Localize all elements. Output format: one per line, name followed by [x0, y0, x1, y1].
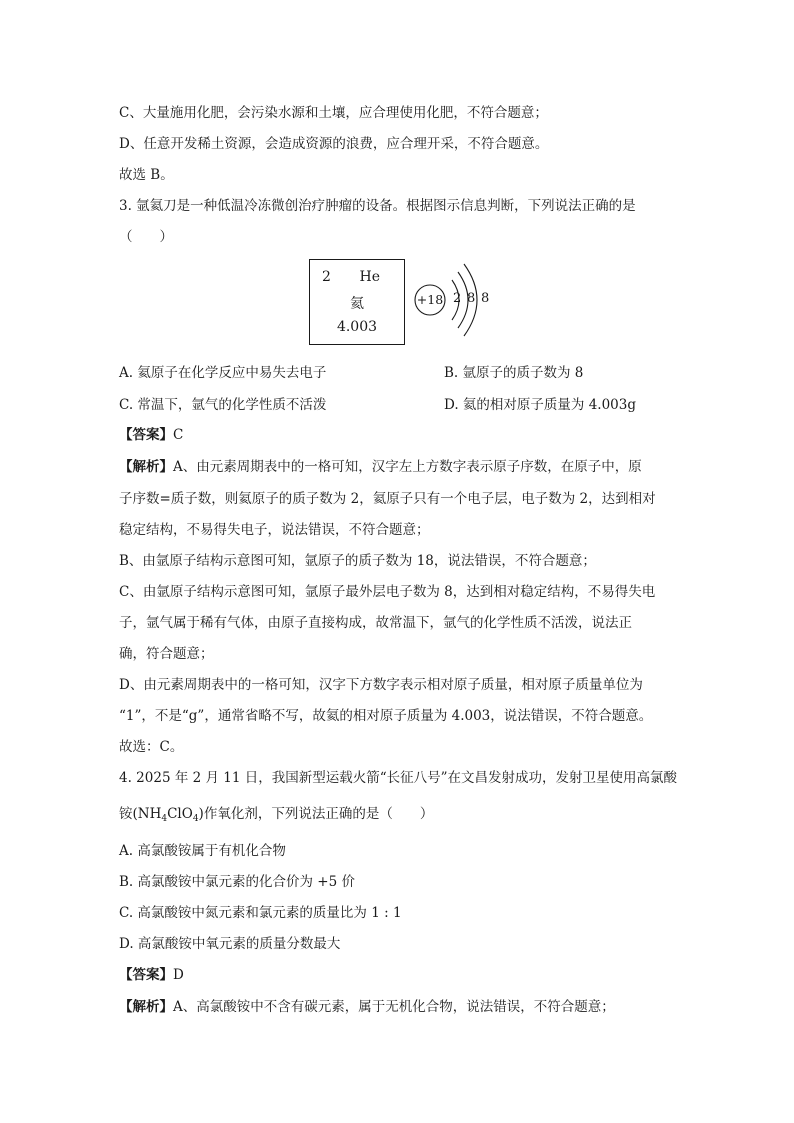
answer-value: D	[173, 967, 184, 983]
analysis-line	[119, 998, 615, 1016]
analysis-text: A、高氯酸铵中不含有碳元素，属于无机化合物，说法错误，不符合题意；	[173, 999, 615, 1015]
periodic-table-cell	[309, 259, 405, 345]
analysis-line: B、由氩原子结构示意图可知，氩原子的质子数为 18，说法错误，不符合题意；	[119, 553, 596, 569]
atomic-number: 2	[322, 269, 331, 285]
formula-part: (NH	[132, 806, 162, 822]
question-3-paren: （ ）	[119, 229, 173, 245]
option-d: D. 氦的相对原子质量为 4.003g	[444, 397, 637, 413]
nucleus-charge: +18	[416, 292, 444, 307]
answer-line	[119, 966, 184, 984]
option-c: C. 高氯酸铵中氮元素和氯元素的质量比为 1 : 1	[119, 905, 402, 921]
question-3-stem: 3. 氩氦刀是一种低温冷冻微创治疗肿瘤的设备。根据图示信息判断，下列说法正确的是	[119, 198, 636, 214]
option-a: A. 高氯酸铵属于有机化合物	[119, 843, 286, 859]
atomic-mass: 4.003	[336, 319, 378, 335]
analysis-line: C、由氩原子结构示意图可知，氩原子最外层电子数为 8，达到相对稳定结构，不易得失电	[119, 584, 656, 600]
analysis-line: 子序数=质子数，则氦原子的质子数为 2，氦原子只有一个电子层，电子数为 2，达到相对	[119, 491, 656, 507]
analysis-line	[119, 458, 642, 476]
text-line: D、任意开发稀土资源，会造成资源的浪费，应合理开采，不符合题意。	[119, 136, 549, 152]
analysis-text: A、由元素周期表中的一格可知，汉字左上方数字表示原子序数，在原子中，原	[173, 459, 642, 475]
option-d: D. 高氯酸铵中氧元素的质量分数最大	[119, 936, 341, 952]
analysis-tag: 【解析】	[119, 999, 173, 1015]
formula-part: ClO	[167, 806, 193, 822]
answer-tag: 【答案】	[119, 427, 173, 443]
answer-line	[119, 426, 183, 444]
analysis-tag: 【解析】	[119, 459, 173, 475]
text: 铵	[119, 806, 133, 822]
element-symbol: He	[359, 269, 380, 285]
shell-electrons: 8	[467, 291, 476, 306]
option-c: C. 常温下，氩气的化学性质不活泼	[119, 397, 327, 413]
chemical-formula	[133, 806, 204, 822]
analysis-line: 稳定结构，不易得失电子，说法错误，不符合题意；	[119, 522, 430, 538]
options-row	[119, 364, 584, 382]
analysis-line: “1”，不是“g”，通常省略不写，故氦的相对原子质量为 4.003，说法错误，不符合题意。	[119, 708, 653, 724]
shell-electrons: 8	[481, 291, 490, 306]
question-4-stem-line2	[119, 805, 433, 828]
element-name: 氦	[350, 296, 364, 312]
option-b: B. 高氯酸铵中氯元素的化合价为 +5 价	[119, 874, 355, 890]
shell-electrons: 2	[453, 291, 462, 306]
analysis-line: D、由元素周期表中的一格可知，汉字下方数字表示相对原子质量，相对原子质量单位为	[119, 677, 643, 693]
formula-part: )	[198, 806, 204, 822]
analysis-line: 确，符合题意；	[119, 646, 214, 662]
text: 作氧化剂，下列说法正确的是（ ）	[203, 806, 434, 822]
analysis-line: 子，氩气属于稀有气体，由原子直接构成，故常温下，氩气的化学性质不活泼，说法正	[119, 615, 632, 631]
answer-value: C	[173, 427, 184, 443]
option-b: B. 氩原子的质子数为 8	[444, 365, 584, 381]
text-line: 故选 B。	[119, 167, 174, 183]
answer-tag: 【答案】	[119, 967, 173, 983]
question-4-stem: 4. 2025 年 2 月 11 日，我国新型运载火箭“长征八号”在文昌发射成功，发射卫星使用高氯酸	[119, 770, 678, 786]
atom-structure-diagram	[412, 258, 504, 342]
choose-line: 故选：C。	[119, 739, 184, 755]
formula-subscript: 4	[192, 814, 199, 824]
option-a: A. 氦原子在化学反应中易失去电子	[119, 365, 327, 381]
formula-subscript: 4	[161, 814, 168, 824]
options-row	[119, 396, 637, 414]
text-line: C、大量施用化肥，会污染水源和土壤，应合理使用化肥，不符合题意；	[119, 105, 548, 121]
